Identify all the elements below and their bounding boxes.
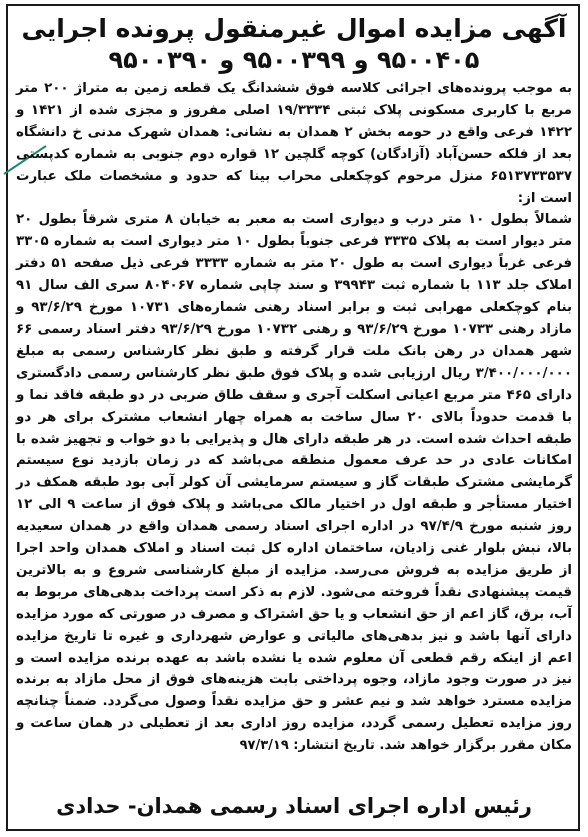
details-paragraph: شمالاً بطول ۱۰ متر درب و دیواری است به معبر به خیابان ۸ متری شرقاً بطول ۲۰ متر دیوار است به پلاک ۳۳۳۵ فرعی جنوباً بطول ۱۰ متر دیواری است به شماره ۳۳۰۵ فرعی غرباً دیواری است به طول ۲۰ متر به شماره ۳۳۳۳ فرعی ذیل صفحه ۵۱ دفتر املاک جلد ۱۱۳ با شماره ثبت ۳۹۹۴۳ و سند چاپی شماره ۸۰۴۰۶۷ سری الف سال ۹۱ بنام کوچکعلی مهرابی ثبت و برابر اسناد رهنی شماره‌های ۱۰۷۳۱ مورخ ۹۳/۶/۲۹ و مازاد رهنی ۱۰۷۳۳ مورخ ۹۳/۶/۲۹ و رهنی ۱۰۷۳۲ مورخ ۹۳/۶/۲۹ دفتر اسناد رسمی ۶۶ شهر همدان در رهن بانک ملت قرار گرفته و طبق نظر کارشناس رسمی به مبلغ ۳/۴۰۰/۰۰۰/۰۰۰ ریال ارزیابی شده و پلاک فوق طبق نظر کارشناس رسمی دادگستری دارای ۴۶۵ متر مربع اعیانی اسکلت آجری و سقف طاق ضربی در دو طبقه فاقد نما و با قدمت حدوداً بالای ۲۰ سال ساخت به همراه چهار انشعاب مشترک برای هر دو طبقه احداث شده است. در هر طبقه دارای هال و پذیرایی با دو خواب و تجهیز شده با امکانات عادی در حد عرف معمول منطقه می‌باشد که در زمان بازدید نوع سیستم گرمایشی مشترک طبقات گاز و سیستم سرمایشی آن کولر آبی بود طبقه همکف در اختیار مستأجر و طبقه اول در اختیار مالک می‌باشد و پلاک فوق از ساعت ۹ الی ۱۲ روز شنبه مورخ ۹۷/۴/۹ در اداره اجرای اسناد رسمی همدان واقع در همدان سعیدیه بالا، نبش بلوار غنی زادیان، ساختمان اداره کل ثبت اسناد و املاک همدان واحد اجرا از طریق مزایده به فروش می‌رسد. مزایده از مبلغ کارشناسی شروع و به بالاترین قیمت پیشنهادی نقداً فروخته می‌شود. لازم به ذکر است پرداخت بدهی‌های مربوط به آب، برق، گاز اعم از حق انشعاب و یا حق اشتراک و مصرف در صورتی که مورد مزایده دارای آنها باشد و نیز بدهی‌های مالیاتی و عوارض شهرداری و غیره تا تاریخ مزایده اعم از اینکه رقم قطعی آن معلوم شده یا نشده باشد به عهده برنده مزایده است و نیز در صورت وجود مازاد، وجوه پرداختی بابت هزینه‌های فوق از محل مازاد به برنده مزایده مسترد خواهد شد و نیم عشر و حق مزایده نقداً وصول می‌گردد. ضمناً چنانچه روز مزایده تعطیل رسمی گردد، مزایده روز اداری بعد از تعطیلی در همان ساعت و مکان مقرر برگزار خواهد شد.	[16, 212, 573, 754]
intro-paragraph: به موجب پرونده‌های اجرائی کلاسه فوق ششدانگ یک قطعه زمین به متراژ ۲۰۰ متر مربع با کاربری مسکونی پلاک ثبتی ۱۹/۳۳۳۴ اصلی مفروز و مجزی شده از ۱۴۲۱ و ۱۴۲۲ فرعی واقع در حومه بخش ۲ همدان به نشانی: همدان شهرک مدنی خ دانشگاه بعد از فلکه حسن‌آباد (آزادگان) کوچه گلچین ۱۲ قواره دوم جنوبی به شماره کدپستی ۶۵۱۳۷۳۳۵۳۷ منزل مرحوم کوچکعلی محراب بینا که حدود و مشخصات ملک عبارت است از:	[16, 81, 573, 206]
signature-line: رئیس اداره اجرای اسناد رسمی همدان- حدادی	[56, 794, 532, 818]
notice-title: آگهی مزایده اموال غیرمنقول پرونده اجرایی	[21, 14, 567, 43]
publish-date: تاریخ انتشار: ۹۷/۳/۱۹	[239, 738, 375, 754]
notice-body	[16, 78, 572, 757]
file-numbers: ۹۵۰۰۴۰۵ و ۹۵۰۰۳۹۹ و ۹۵۰۰۳۹۰	[108, 46, 480, 74]
